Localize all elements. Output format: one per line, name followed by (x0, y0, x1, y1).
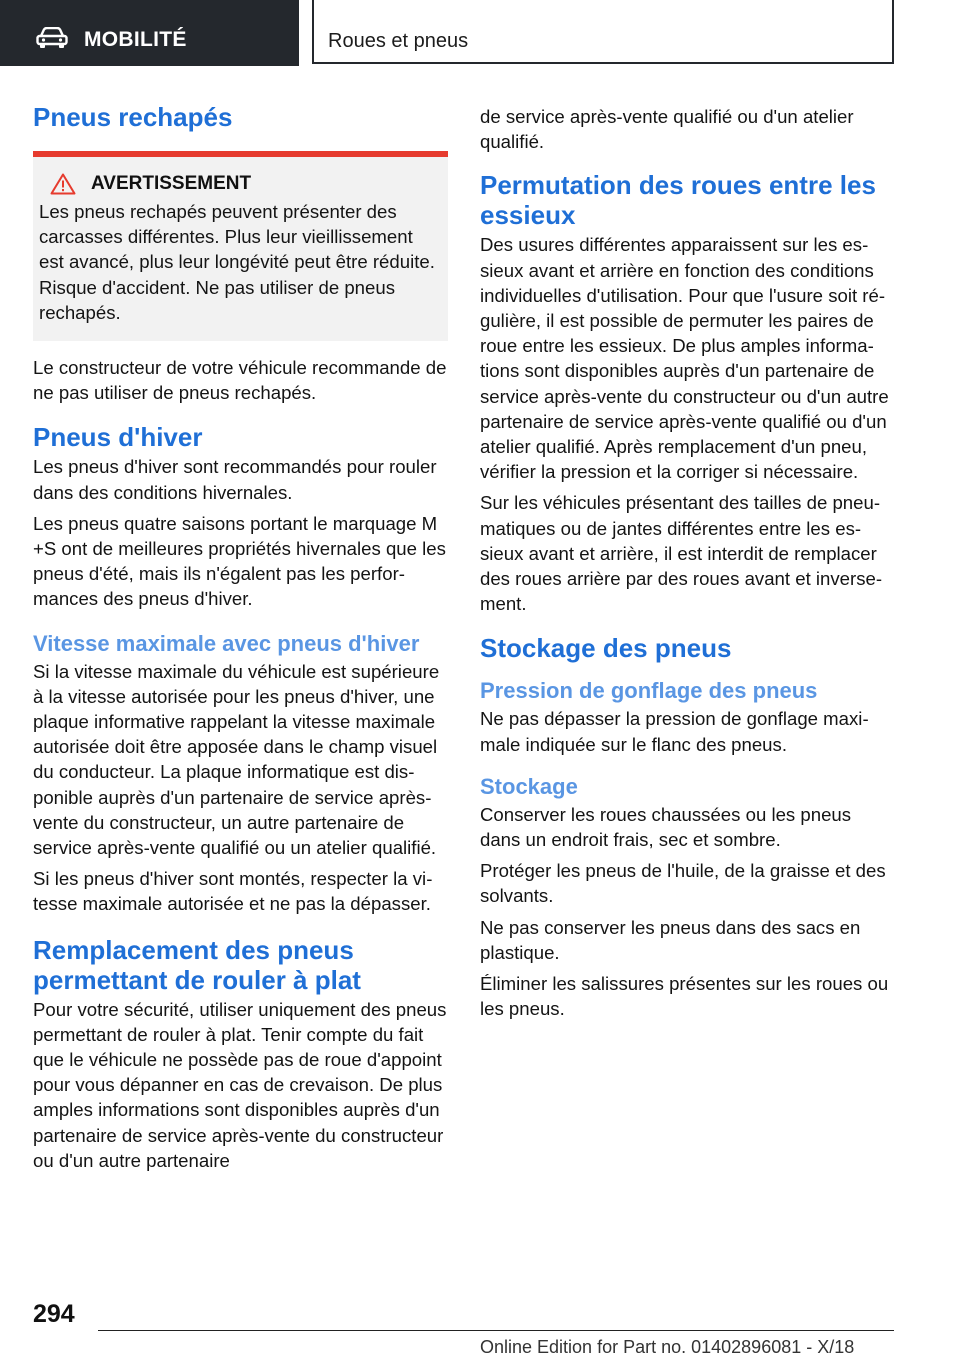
warning-box (33, 151, 448, 341)
warning-text: Les pneus rechapés peuvent présenter des carcasses différentes. Plus leur vieillissement est avancé, plus leur longévité peut être réduite. Risque d'accident. Ne pas utiliser de pneus rechapés. (39, 201, 435, 323)
warning-header (41, 173, 438, 195)
heading-tire-storage: Stockage des pneus (480, 633, 732, 664)
paragraph: Pour votre sécurité, utiliser uniquement des pneus permettant de rouler à plat. Tenir compte du fait que le véhicule ne possède pas de roue d'appoint pour vous dépanner en cas de crevaison. De plus amples informations sont disponibles auprès d'un partenaire de service après-vente du constructeur ou d'un autre partenaire (33, 998, 447, 1171)
page-number: 294 (33, 1300, 75, 1328)
heading-inflation-pressure: Pression de gonflage des pneus (480, 678, 818, 704)
paragraph: Conserver les roues chaussées ou les pneus dans un endroit frais, sec et sombre. (480, 803, 852, 851)
warning-title: AVERTISSEMENT (91, 173, 252, 194)
heading-retreaded-tires: Pneus rechapés (33, 102, 233, 132)
paragraph: Si les pneus d'hiver sont montés, respecter la vitesse maximale autorisée et ne pas la dépasser. (33, 868, 433, 915)
paragraph: Ne pas conserver les pneus dans des sacs en plastique. (480, 916, 861, 963)
footer-divider (98, 1330, 894, 1331)
paragraph: Les pneus quatre saisons portant le marquage M +S ont de meilleures propriétés hivernales que les pneus d'été, mais ils n'égalent pas les performances des pneus d'hiver. (33, 512, 446, 610)
paragraph: Des usures différentes apparaissent sur les essieux avant et arrière en fonction des conditions individuelles d'utilisation. Pour que l'usure soit régulière, il est possible de permuter les paires de roue entre les essieux. De plus amples informations sont disponibles auprès d'un partenaire de service après-vente du constructeur ou d'un autre partenaire de service après-vente qualifié ou d'un atelier qualifié. Après remplacement d'un pneu, vérifier la pression et la corriger si nécessaire. (480, 234, 889, 483)
left-column (33, 100, 448, 1173)
paragraph: Le constructeur de votre véhicule recommande de ne pas utiliser de pneus rechapés. (33, 357, 447, 404)
paragraph: Protéger les pneus de l'huile, de la graisse et des solvants. (480, 860, 886, 907)
paragraph: Sur les véhicules présentant des tailles de pneumatiques ou de jantes différentes entre les essieux avant et arrière, il est interdit de remplacer des roues arrière par des roues avant et inversement. (480, 492, 883, 615)
heading-wheel-rotation: Permutation des roues entre les essieux (480, 170, 876, 231)
section-label: MOBILITÉ (84, 28, 187, 51)
footer-edition: Online Edition for Part no. 01402896081 - X/18 (480, 1337, 855, 1357)
heading-max-speed-winter: Vitesse maximale avec pneus d'hiver (33, 630, 420, 656)
warning-triangle-icon (50, 173, 76, 195)
car-icon (36, 27, 68, 49)
heading-storage: Stockage (480, 773, 578, 799)
paragraph: Éliminer les salissures présentes sur les roues ou les pneus. (480, 973, 889, 1020)
chapter-title: Roues et pneus (328, 30, 469, 52)
header-section-tab (0, 0, 299, 66)
paragraph: Ne pas dépasser la pression de gonflage maximale indiquée sur le flanc des pneus. (480, 708, 869, 755)
paragraph: Les pneus d'hiver sont recommandés pour rouler dans des conditions hivernales. (33, 456, 437, 503)
heading-winter-tires: Pneus d'hiver (33, 422, 203, 453)
chapter-header (312, 0, 894, 64)
heading-run-flat-replacement: Remplacement des pneus permettant de rouler à plat (33, 934, 361, 995)
paragraph: de service après-vente qualifié ou d'un atelier qualifié. (480, 106, 854, 153)
right-column (480, 104, 896, 1021)
paragraph: Si la vitesse maximale du véhicule est supérieure à la vitesse autorisée pour les pneus d'hiver, une plaque informative rappelant la vitesse maximale autorisée doit être apposée dans le champ visuel du conducteur. La plaque informatique est disponible auprès d'un partenaire de service après-vente du constructeur, un autre partenaire de service après-vente qualifié ou un atelier qualifié. (33, 660, 440, 859)
